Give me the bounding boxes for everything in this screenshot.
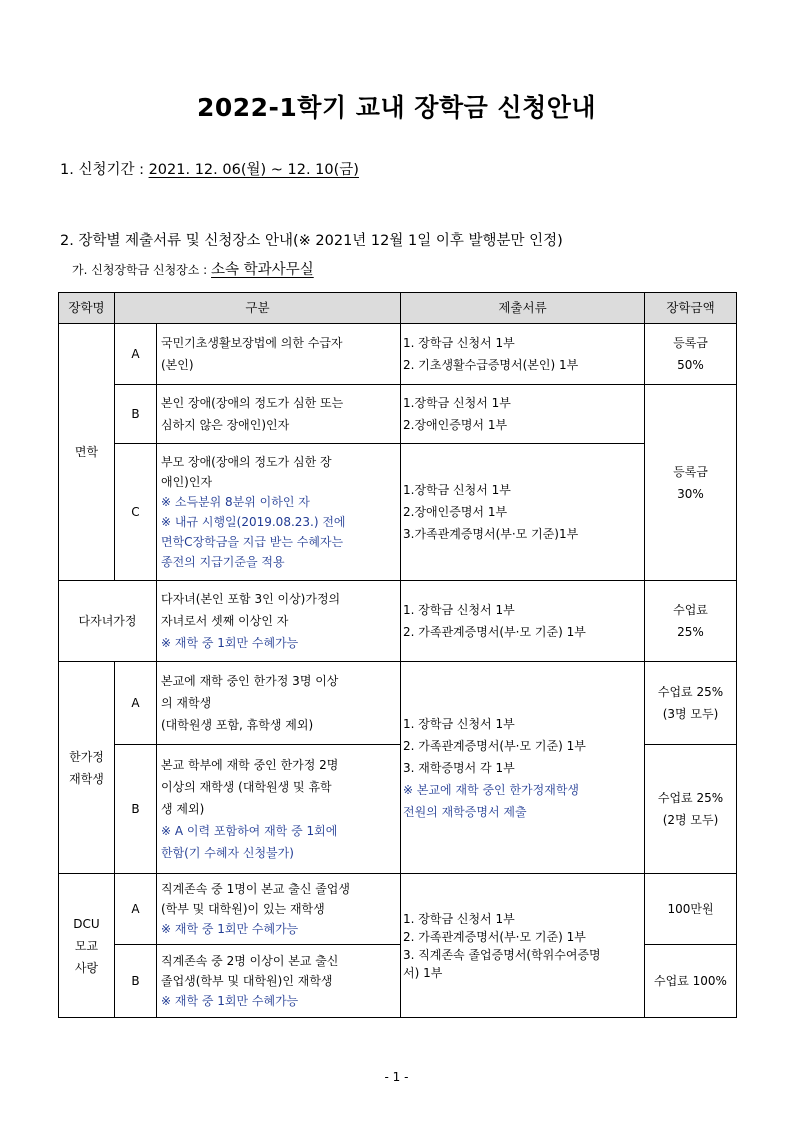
myeonhak-bc-amount: 등록금 30% (645, 385, 737, 581)
dcu-docs: 1. 장학금 신청서 1부 2. 가족관계증명서(부·모 기준) 1부 3. 직계존속 졸업증명서(학위수여증명 서) 1부 (401, 874, 645, 1018)
myeonhak-a-code: A (115, 324, 157, 385)
dcu-a-amount: 100만원 (645, 874, 737, 945)
section-2-heading: 2. 장학별 제출서류 및 신청장소 안내(※ 2021년 12월 1일 이후 발행분만 인정) (60, 233, 563, 249)
table-header-row (59, 293, 737, 324)
myeonhak-a-desc: 국민기초생활보장법에 의한 수급자 (본인) (157, 324, 401, 385)
dcu-b-amount: 수업료 100% (645, 945, 737, 1018)
dajanyeo-docs: 1. 장학금 신청서 1부 2. 가족관계증명서(부·모 기준) 1부 (401, 581, 645, 662)
myeonhak-a-amount: 등록금 50% (645, 324, 737, 385)
myeonhak-b-code: B (115, 385, 157, 444)
myeonhak-b-desc: 본인 장애(장애의 정도가 심한 또는 심하지 않은 장애인)인자 (157, 385, 401, 444)
myeonhak-a-docs: 1. 장학금 신청서 1부 2. 기초생활수급증명서(본인) 1부 (401, 324, 645, 385)
hangajeong-b-amount: 수업료 25% (2명 모두) (645, 745, 737, 874)
hangajeong-b-code: B (115, 745, 157, 874)
table-row (59, 874, 737, 945)
period-label: 1. 신청기간 : (60, 162, 149, 178)
myeonhak-c-desc: 부모 장애(장애의 정도가 심한 장 애인)인자 ※ 소득분위 8분위 이하인 자 ※ 내규 시행일(2019.08.23.) 전에 면학C장학금을 지급 받는 수혜자는 종전의 지급기준을 적용 (157, 444, 401, 581)
table-row (59, 324, 737, 385)
myeonhak-c-code: C (115, 444, 157, 581)
place-label: 가. 신청장학금 신청장소 : (72, 263, 212, 277)
dcu-b-desc: 직계존속 중 2명 이상이 본교 출신 졸업생(학부 및 대학원)인 재학생 ※ 재학 중 1회만 수혜가능 (157, 945, 401, 1018)
scholarship-table (58, 292, 737, 1018)
header-amount: 장학금액 (645, 293, 737, 324)
header-name: 장학명 (59, 293, 115, 324)
dajanyeo-amount: 수업료 25% (645, 581, 737, 662)
dcu-name: DCU 모교 사랑 (59, 874, 115, 1018)
hangajeong-b-desc: 본교 학부에 재학 중인 한가정 2명 이상의 재학생 (대학원생 및 휴학 생 제외) ※ A 이력 포함하여 재학 중 1회에 한함(기 수혜자 신청불가) (157, 745, 401, 874)
page-number: - 1 - (384, 1070, 409, 1084)
dajanyeo-desc: 다자녀(본인 포함 3인 이상)가정의 자녀로서 셋째 이상인 자 ※ 재학 중 1회만 수혜가능 (157, 581, 401, 662)
myeonhak-name: 면학 (59, 324, 115, 581)
dcu-a-code: A (115, 874, 157, 945)
table-row (59, 385, 737, 444)
place-value: 소속 학과사무실 (211, 262, 314, 278)
page-title: 2022-1학기 교내 장학금 신청안내 (196, 93, 597, 122)
hangajeong-docs: 1. 장학금 신청서 1부 2. 가족관계증명서(부·모 기준) 1부 3. 재학증명서 각 1부 ※ 본교에 재학 중인 한가정재학생 전원의 재학증명서 제출 (401, 662, 645, 874)
application-period (60, 158, 359, 179)
hangajeong-a-amount: 수업료 25% (3명 모두) (645, 662, 737, 745)
hangajeong-a-code: A (115, 662, 157, 745)
table-row (59, 444, 737, 581)
dcu-a-desc: 직계존속 중 1명이 본교 출신 졸업생 (학부 및 대학원)이 있는 재학생 ※ 재학 중 1회만 수혜가능 (157, 874, 401, 945)
hangajeong-name: 한가정 재학생 (59, 662, 115, 874)
application-place (72, 258, 314, 279)
header-documents: 제출서류 (401, 293, 645, 324)
dajanyeo-name: 다자녀가정 (59, 581, 157, 662)
table-row (59, 662, 737, 745)
myeonhak-c-docs: 1.장학금 신청서 1부 2.장애인증명서 1부 3.가족관계증명서(부·모 기준)1부 (401, 444, 645, 581)
table-row (59, 581, 737, 662)
period-value: 2021. 12. 06(월) ~ 12. 10(금) (148, 162, 359, 178)
myeonhak-b-docs: 1.장학금 신청서 1부 2.장애인증명서 1부 (401, 385, 645, 444)
hangajeong-a-desc: 본교에 재학 중인 한가정 3명 이상 의 재학생 (대학원생 포함, 휴학생 제외) (157, 662, 401, 745)
header-category: 구분 (115, 293, 401, 324)
dcu-b-code: B (115, 945, 157, 1018)
